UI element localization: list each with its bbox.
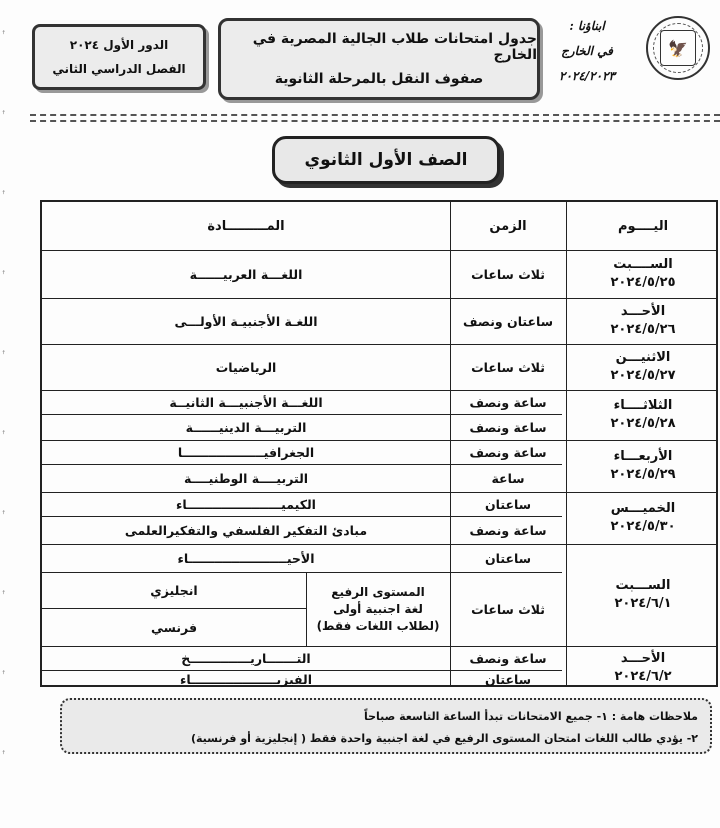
- subject-cell: الكيميــــــــــــــــــــــاء: [176, 496, 316, 512]
- subject-cell: الرياضيات: [215, 359, 277, 375]
- day-date: ٢٠٢٤/٥/٢٥: [610, 275, 676, 290]
- time-cell: ساعتان: [485, 672, 531, 687]
- subject-cell: الجغرافيـــــــــــــــــــا: [177, 444, 315, 460]
- time-cell: ساعة: [491, 470, 525, 486]
- day-cell: [566, 298, 720, 344]
- day-cell: [566, 390, 720, 440]
- day-cell: [566, 440, 720, 492]
- day-date: ٢٠٢٤/٥/٢٨: [610, 416, 676, 431]
- subject-cell: اللغـــة العربيــــــة: [189, 266, 303, 282]
- abroad-line-2: في الخارج: [561, 44, 613, 58]
- day-date: ٢٠٢٤/٥/٣٠: [610, 519, 676, 534]
- subject-cell: اللغـــة الأجنبيـــة الثانيــة: [169, 394, 323, 410]
- header-subject: المـــــــــادة: [207, 218, 285, 234]
- abroad-line-1: ابناؤنا :: [569, 19, 605, 33]
- session-label: الدور الأول ٢٠٢٤: [69, 38, 169, 52]
- subject-cell: التـــــــاريــــــــــــــخ: [181, 650, 311, 666]
- note-line-2: ٢- يؤدي طالب اللغات امتحان المستوى الرفيع في لغة اجنبية واحدة فقط ( إنجليزية أو فرنسية): [190, 732, 698, 745]
- day-date: ٢٠٢٤/٥/٢٦: [610, 322, 676, 337]
- divider: [30, 114, 720, 116]
- subject-cell: الفيزيــــــــــــــــــــاء: [179, 672, 313, 687]
- divider: [30, 120, 720, 122]
- title-box: [218, 18, 540, 100]
- exam-schedule-table: [40, 200, 718, 687]
- day-date: ٢٠٢٤/٦/١: [614, 596, 672, 611]
- english-option: انجليزي: [150, 582, 198, 598]
- time-cell: ساعتان: [485, 496, 531, 512]
- time-cell: ثلاث ساعات: [471, 266, 545, 282]
- day-name: الأحـــد: [620, 304, 666, 319]
- day-name: الســــبت: [613, 257, 673, 272]
- advanced-level-label: المستوى الرفيع: [331, 584, 425, 599]
- subject-cell: الأحيـــــــــــــــــــــــاء: [177, 550, 315, 566]
- day-cell: [566, 250, 720, 298]
- note-line-1: ملاحظات هامة : ١- جميع الامتحانات تبدأ الساعة التاسعة صباحاً: [363, 710, 698, 723]
- day-name: الأحـــد: [620, 650, 666, 666]
- time-cell: ساعة ونصف: [469, 444, 547, 460]
- subject-cell: التربيــــة الوطنيــــة: [183, 470, 309, 486]
- subject-cell: مبادئ التفكير الفلسفي والتفكيرالعلمى: [124, 522, 368, 538]
- time-cell: ثلاث ساعات: [471, 359, 545, 375]
- language-students-note: (لطلاب اللغات فقط): [316, 618, 440, 633]
- day-name: الســـبت: [615, 578, 671, 593]
- notes-box: [60, 698, 712, 754]
- day-cell: [566, 492, 720, 544]
- document-subtitle: صفوف النقل بالمرحلة الثانوية: [274, 71, 484, 87]
- document-title: جدول امتحانات طلاب الجالية المصرية في الخارج: [252, 31, 537, 63]
- day-name: الخميـــس: [610, 501, 676, 516]
- day-date: ٢٠٢٤/٥/٢٩: [610, 467, 676, 482]
- subject-cell: التربيـــة الدينيــــــة: [185, 419, 307, 435]
- ministry-seal-icon: 🦅: [646, 16, 710, 80]
- time-cell: ساعة ونصف: [469, 394, 547, 410]
- day-date: ٢٠٢٤/٦/٢: [614, 668, 672, 684]
- first-foreign-language-label: لغة اجنبية أولى: [333, 601, 423, 616]
- abroad-label: [548, 14, 626, 89]
- day-cell: [566, 544, 720, 646]
- day-cell: [566, 646, 720, 689]
- time-cell: ساعة ونصف: [469, 419, 547, 435]
- time-cell: ساعة ونصف: [469, 522, 547, 538]
- day-name: الثلاثــــاء: [613, 398, 673, 413]
- binding-marks: ꜛ ꜛ ꜛ ꜛ ꜛ ꜛ ꜛ ꜛ ꜛ ꜛ: [2, 30, 6, 760]
- time-cell: ثلاث ساعات: [471, 601, 545, 617]
- time-cell: ساعة ونصف: [469, 650, 547, 666]
- advanced-level-cell: [306, 572, 450, 646]
- french-option: فرنسي: [150, 619, 198, 635]
- day-cell: [566, 344, 720, 390]
- subject-cell: اللغـة الأجنبيـة الأولـــى: [174, 313, 318, 329]
- day-name: الأربعـــاء: [613, 449, 673, 464]
- time-cell: ساعتان ونصف: [463, 313, 554, 329]
- day-date: ٢٠٢٤/٥/٢٧: [610, 368, 676, 383]
- ministry-logo: [640, 8, 710, 92]
- day-name: الاثنيـــن: [615, 350, 671, 365]
- session-box: [32, 24, 206, 90]
- time-cell: ساعتان: [485, 550, 531, 566]
- header-day: اليــــوم: [617, 218, 669, 234]
- abroad-year: ٢٠٢٤/٢٠٢٣: [559, 69, 615, 83]
- term-label: الفصل الدراسي الثاني: [52, 62, 186, 76]
- header-time: الزمن: [489, 218, 527, 234]
- grade-title: الصف الأول الثانوي: [272, 136, 500, 184]
